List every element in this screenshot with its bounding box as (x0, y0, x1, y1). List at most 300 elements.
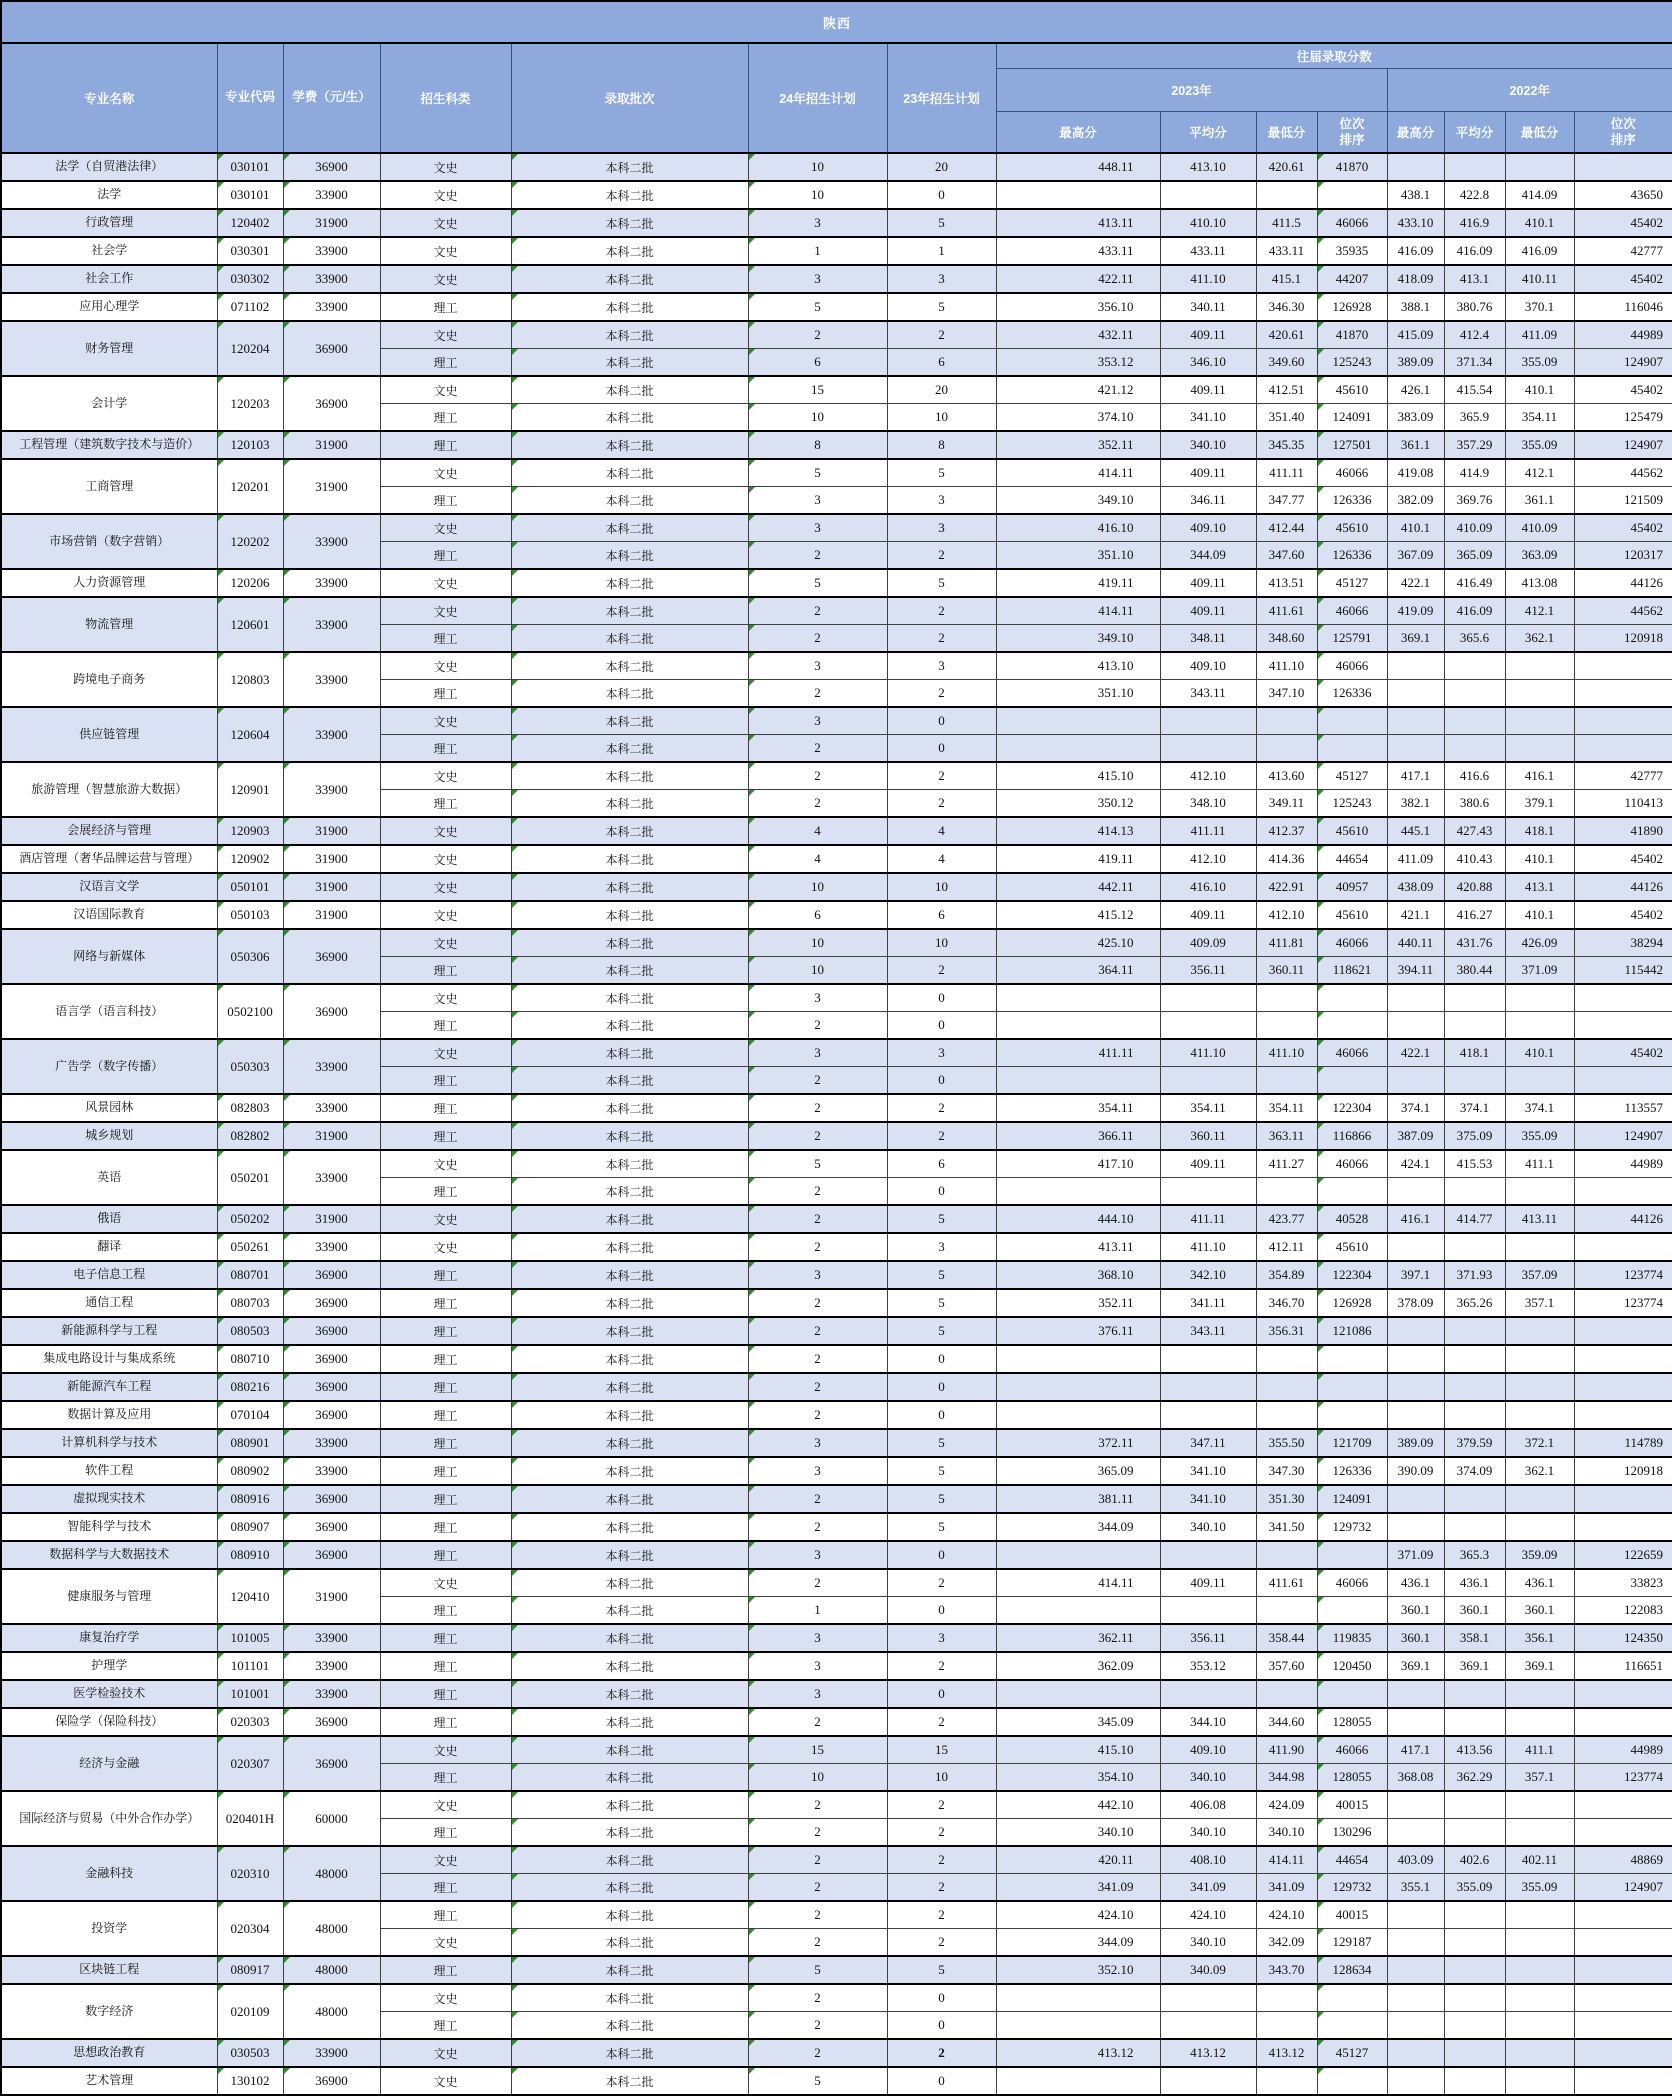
plan-2023-cell: 3 (887, 1039, 996, 1067)
score-2022-max-cell (1387, 1067, 1444, 1095)
subject-category-cell: 理工 (380, 487, 511, 515)
plan-2024-cell: 10 (748, 404, 887, 432)
major-code-cell: 080710 (217, 1345, 283, 1373)
subject-category-cell: 理工 (380, 790, 511, 818)
major-code-cell: 130102 (217, 2067, 283, 2095)
major-name-cell: 护理学 (1, 1652, 217, 1680)
score-2022-max-cell (1387, 1345, 1444, 1373)
admission-batch-cell: 本科二批 (511, 873, 748, 901)
plan-2024-cell: 2 (748, 1233, 887, 1261)
score-2023-max-cell (996, 181, 1160, 209)
score-2022-max-cell: 416.09 (1387, 237, 1444, 265)
score-2023-max-cell: 350.12 (996, 790, 1160, 818)
score-2023-max-cell: 351.10 (996, 680, 1160, 708)
score-2023-avg-cell: 340.10 (1160, 1764, 1256, 1792)
score-2022-max-cell: 369.1 (1387, 1652, 1444, 1680)
score-2022-max-cell: 422.1 (1387, 569, 1444, 597)
score-2022-avg-cell (1444, 1929, 1505, 1957)
table-row (1, 514, 1672, 542)
subject-category-cell: 文史 (380, 2067, 511, 2095)
score-2023-min-cell: 358.44 (1256, 1624, 1317, 1652)
score-2023-avg-cell: 408.10 (1160, 1846, 1256, 1874)
score-2022-max-cell (1387, 1680, 1444, 1708)
plan-2023-cell: 0 (887, 735, 996, 763)
subject-category-cell: 理工 (380, 625, 511, 653)
score-2022-avg-cell: 436.1 (1444, 1569, 1505, 1597)
score-2023-avg-cell: 412.10 (1160, 762, 1256, 790)
table-header (1, 1, 1672, 153)
score-2022-max-cell: 390.09 (1387, 1457, 1444, 1485)
tuition-fee-cell: 31900 (283, 845, 380, 873)
score-2023-rank-cell (1317, 1373, 1387, 1401)
score-2023-avg-cell (1160, 1067, 1256, 1095)
tuition-fee-cell: 36900 (283, 153, 380, 181)
table-row (1, 569, 1672, 597)
score-2023-rank-cell: 45610 (1317, 901, 1387, 929)
score-2023-avg-cell: 343.11 (1160, 1317, 1256, 1345)
score-2023-avg-cell: 340.10 (1160, 1819, 1256, 1847)
score-2022-avg-cell (1444, 2012, 1505, 2040)
admission-batch-cell: 本科二批 (511, 2039, 748, 2067)
score-2022-max-cell: 360.1 (1387, 1597, 1444, 1625)
admission-batch-cell: 本科二批 (511, 901, 748, 929)
score-2022-min-cell (1505, 1401, 1574, 1429)
major-code-cell: 120901 (217, 762, 283, 817)
major-code-cell: 020307 (217, 1736, 283, 1791)
score-2023-min-cell: 411.61 (1256, 597, 1317, 625)
major-code-cell: 080701 (217, 1261, 283, 1289)
score-2023-max-cell: 442.10 (996, 1791, 1160, 1819)
major-name-cell: 人力资源管理 (1, 569, 217, 597)
tuition-fee-cell: 36900 (283, 1401, 380, 1429)
table-row (1, 873, 1672, 901)
table-row (1, 1429, 1672, 1457)
score-2022-rank-cell (1574, 2012, 1672, 2040)
score-2023-max-cell (996, 735, 1160, 763)
major-code-cell: 030503 (217, 2039, 283, 2067)
major-code-cell: 080910 (217, 1541, 283, 1569)
major-name-cell: 金融科技 (1, 1846, 217, 1901)
score-2023-rank-cell: 40957 (1317, 873, 1387, 901)
score-2023-max-cell: 417.10 (996, 1150, 1160, 1178)
score-2022-avg-cell: 412.4 (1444, 321, 1505, 349)
score-2022-rank-cell (1574, 707, 1672, 735)
tuition-fee-cell: 36900 (283, 1289, 380, 1317)
plan-2023-cell: 5 (887, 1289, 996, 1317)
tuition-fee-cell: 33900 (283, 265, 380, 293)
table-body (1, 153, 1672, 2095)
score-2023-max-cell: 414.11 (996, 1569, 1160, 1597)
score-2023-avg-cell: 409.09 (1160, 929, 1256, 957)
score-2023-rank-cell: 41870 (1317, 153, 1387, 181)
score-2023-min-cell: 411.5 (1256, 209, 1317, 237)
score-2022-max-cell (1387, 1708, 1444, 1736)
subject-category-cell: 理工 (380, 1012, 511, 1040)
score-2023-rank-cell: 44207 (1317, 265, 1387, 293)
score-2022-max-cell (1387, 735, 1444, 763)
score-2023-rank-cell: 128634 (1317, 1956, 1387, 1984)
admission-batch-cell: 本科二批 (511, 1150, 748, 1178)
plan-2024-cell: 2 (748, 1819, 887, 1847)
score-2022-min-cell: 355.09 (1505, 349, 1574, 377)
score-2023-avg-cell: 411.11 (1160, 817, 1256, 845)
tuition-fee-cell: 36900 (283, 929, 380, 984)
score-2023-avg-cell (1160, 984, 1256, 1012)
score-2023-rank-cell: 126336 (1317, 680, 1387, 708)
score-2023-min-cell (1256, 1597, 1317, 1625)
plan-2023-cell: 2 (887, 1569, 996, 1597)
score-2023-min-cell: 363.11 (1256, 1122, 1317, 1150)
plan-2024-cell: 6 (748, 349, 887, 377)
table-row (1, 1984, 1672, 2012)
plan-2023-cell: 0 (887, 181, 996, 209)
col-header-code: 专业代码 (217, 43, 283, 153)
plan-2023-cell: 0 (887, 2067, 996, 2095)
admission-batch-cell: 本科二批 (511, 1094, 748, 1122)
score-2023-min-cell: 420.61 (1256, 153, 1317, 181)
plan-2023-cell: 5 (887, 459, 996, 487)
subject-category-cell: 理工 (380, 1764, 511, 1792)
plan-2024-cell: 6 (748, 901, 887, 929)
table-row (1, 1569, 1672, 1597)
score-2022-avg-cell: 416.09 (1444, 237, 1505, 265)
plan-2024-cell: 2 (748, 1317, 887, 1345)
score-2023-rank-cell: 45610 (1317, 514, 1387, 542)
score-2022-min-cell (1505, 1012, 1574, 1040)
col-header-plan23: 23年招生计划 (887, 43, 996, 153)
score-2022-avg-cell (1444, 1708, 1505, 1736)
table-row (1, 293, 1672, 321)
plan-2024-cell: 2 (748, 1373, 887, 1401)
score-2023-min-cell: 433.11 (1256, 237, 1317, 265)
plan-2024-cell: 5 (748, 459, 887, 487)
score-2022-min-cell (1505, 1373, 1574, 1401)
score-2023-min-cell: 411.10 (1256, 652, 1317, 680)
major-name-cell: 国际经济与贸易（中外合作办学） (1, 1791, 217, 1846)
score-2022-rank-cell (1574, 680, 1672, 708)
score-2023-max-cell: 345.09 (996, 1708, 1160, 1736)
admission-batch-cell: 本科二批 (511, 625, 748, 653)
major-name-cell: 智能科学与技术 (1, 1513, 217, 1541)
score-2022-avg-cell (1444, 1067, 1505, 1095)
score-2022-avg-cell: 380.6 (1444, 790, 1505, 818)
plan-2023-cell: 2 (887, 1708, 996, 1736)
score-2023-max-cell (996, 1178, 1160, 1206)
score-2022-min-cell: 379.1 (1505, 790, 1574, 818)
score-2022-rank-cell (1574, 735, 1672, 763)
admission-batch-cell: 本科二批 (511, 845, 748, 873)
score-2023-min-cell: 351.30 (1256, 1485, 1317, 1513)
score-2023-max-cell: 368.10 (996, 1261, 1160, 1289)
score-2023-max-cell: 413.12 (996, 2039, 1160, 2067)
score-2023-max-cell: 415.12 (996, 901, 1160, 929)
major-name-cell: 工程管理（建筑数字技术与造价） (1, 431, 217, 459)
score-2022-rank-cell: 122083 (1574, 1597, 1672, 1625)
major-name-cell: 软件工程 (1, 1457, 217, 1485)
admission-batch-cell: 本科二批 (511, 1541, 748, 1569)
score-2022-min-cell: 426.09 (1505, 929, 1574, 957)
score-2022-rank-cell: 45402 (1574, 1039, 1672, 1067)
admission-batch-cell: 本科二批 (511, 1874, 748, 1902)
major-name-cell: 社会学 (1, 237, 217, 265)
score-2022-min-cell: 370.1 (1505, 293, 1574, 321)
admission-batch-cell: 本科二批 (511, 181, 748, 209)
score-2022-avg-cell: 374.1 (1444, 1094, 1505, 1122)
score-2022-max-cell: 360.1 (1387, 1624, 1444, 1652)
score-2023-avg-cell (1160, 1984, 1256, 2012)
score-2022-max-cell (1387, 1901, 1444, 1929)
score-2023-max-cell: 381.11 (996, 1485, 1160, 1513)
score-2023-max-cell: 413.11 (996, 1233, 1160, 1261)
score-2022-avg-cell: 415.54 (1444, 376, 1505, 404)
score-2023-min-cell: 413.60 (1256, 762, 1317, 790)
score-2023-rank-cell: 35935 (1317, 237, 1387, 265)
score-2023-max-cell: 444.10 (996, 1205, 1160, 1233)
major-code-cell: 080703 (217, 1289, 283, 1317)
score-2023-max-cell: 372.11 (996, 1429, 1160, 1457)
score-2022-rank-cell: 33823 (1574, 1569, 1672, 1597)
score-2023-max-cell: 432.11 (996, 321, 1160, 349)
plan-2023-cell: 5 (887, 1261, 996, 1289)
plan-2024-cell: 2 (748, 1984, 887, 2012)
score-2022-rank-cell: 114789 (1574, 1429, 1672, 1457)
table-row (1, 1736, 1672, 1764)
admission-batch-cell: 本科二批 (511, 762, 748, 790)
score-2022-min-cell (1505, 1680, 1574, 1708)
major-code-cell: 120103 (217, 431, 283, 459)
score-2023-avg-cell: 341.10 (1160, 1457, 1256, 1485)
subject-category-cell: 文史 (380, 984, 511, 1012)
major-name-cell: 俄语 (1, 1205, 217, 1233)
plan-2023-cell: 2 (887, 790, 996, 818)
major-name-cell: 艺术管理 (1, 2067, 217, 2095)
subject-category-cell: 文史 (380, 707, 511, 735)
score-2023-min-cell: 343.70 (1256, 1956, 1317, 1984)
plan-2023-cell: 2 (887, 957, 996, 985)
score-2022-rank-cell: 44989 (1574, 1150, 1672, 1178)
score-2023-max-cell: 341.09 (996, 1874, 1160, 1902)
plan-2023-cell: 3 (887, 1233, 996, 1261)
major-code-cell: 082803 (217, 1094, 283, 1122)
score-2022-avg-cell: 402.6 (1444, 1846, 1505, 1874)
score-2023-min-cell: 360.11 (1256, 957, 1317, 985)
plan-2024-cell: 10 (748, 929, 887, 957)
score-2023-rank-cell (1317, 1541, 1387, 1569)
score-2022-min-cell: 357.09 (1505, 1261, 1574, 1289)
score-2022-avg-cell: 365.9 (1444, 404, 1505, 432)
subject-category-cell: 文史 (380, 1984, 511, 2012)
admission-batch-cell: 本科二批 (511, 542, 748, 570)
score-2022-min-cell (1505, 680, 1574, 708)
plan-2024-cell: 2 (748, 625, 887, 653)
score-2023-min-cell: 354.89 (1256, 1261, 1317, 1289)
table-row (1, 153, 1672, 181)
subject-category-cell: 文史 (380, 2039, 511, 2067)
subject-category-cell: 理工 (380, 1541, 511, 1569)
plan-2024-cell: 2 (748, 1901, 887, 1929)
major-code-cell: 050202 (217, 1205, 283, 1233)
score-2022-max-cell (1387, 2067, 1444, 2095)
plan-2024-cell: 2 (748, 1485, 887, 1513)
col-header-2023-rank: 位次排序 (1317, 112, 1387, 154)
score-2023-avg-cell: 410.10 (1160, 209, 1256, 237)
subject-category-cell: 理工 (380, 1597, 511, 1625)
score-2023-rank-cell: 120450 (1317, 1652, 1387, 1680)
subject-category-cell: 文史 (380, 1929, 511, 1957)
score-2022-max-cell: 378.09 (1387, 1289, 1444, 1317)
score-2022-avg-cell: 415.53 (1444, 1150, 1505, 1178)
score-2022-avg-cell: 416.49 (1444, 569, 1505, 597)
score-2023-avg-cell: 340.10 (1160, 1929, 1256, 1957)
subject-category-cell: 文史 (380, 817, 511, 845)
table-row (1, 2067, 1672, 2095)
table-row (1, 181, 1672, 209)
score-2023-min-cell (1256, 1984, 1317, 2012)
col-header-2023-min: 最低分 (1256, 112, 1317, 154)
score-2023-rank-cell (1317, 1984, 1387, 2012)
plan-2023-cell: 8 (887, 431, 996, 459)
plan-2023-cell: 6 (887, 349, 996, 377)
score-2023-max-cell (996, 1345, 1160, 1373)
score-2023-avg-cell: 356.11 (1160, 1624, 1256, 1652)
score-2023-avg-cell: 409.11 (1160, 1569, 1256, 1597)
score-2023-avg-cell: 411.10 (1160, 1039, 1256, 1067)
score-2022-avg-cell (1444, 1680, 1505, 1708)
score-2022-rank-cell (1574, 652, 1672, 680)
major-code-cell: 050303 (217, 1039, 283, 1094)
plan-2024-cell: 10 (748, 957, 887, 985)
score-2023-rank-cell: 116866 (1317, 1122, 1387, 1150)
major-code-cell: 030101 (217, 181, 283, 209)
score-2023-max-cell: 422.11 (996, 265, 1160, 293)
admission-batch-cell: 本科二批 (511, 1569, 748, 1597)
score-2023-min-cell: 344.60 (1256, 1708, 1317, 1736)
admission-batch-cell: 本科二批 (511, 487, 748, 515)
admission-batch-cell: 本科二批 (511, 597, 748, 625)
col-header-year-2022: 2022年 (1387, 69, 1672, 112)
admission-batch-cell: 本科二批 (511, 1178, 748, 1206)
score-2022-min-cell: 410.11 (1505, 265, 1574, 293)
admission-batch-cell: 本科二批 (511, 984, 748, 1012)
score-2022-avg-cell: 369.76 (1444, 487, 1505, 515)
plan-2024-cell: 2 (748, 1513, 887, 1541)
table-row (1, 1039, 1672, 1067)
score-2023-max-cell: 414.11 (996, 597, 1160, 625)
plan-2024-cell: 3 (748, 1624, 887, 1652)
score-2023-rank-cell: 125243 (1317, 349, 1387, 377)
score-2022-min-cell (1505, 1819, 1574, 1847)
tuition-fee-cell: 33900 (283, 1624, 380, 1652)
score-2023-rank-cell: 45127 (1317, 569, 1387, 597)
plan-2023-cell: 0 (887, 1597, 996, 1625)
major-code-cell: 120201 (217, 459, 283, 514)
admission-batch-cell: 本科二批 (511, 1680, 748, 1708)
table-row (1, 1624, 1672, 1652)
tuition-fee-cell: 36900 (283, 1736, 380, 1791)
score-2022-avg-cell (1444, 1984, 1505, 2012)
score-2022-max-cell: 445.1 (1387, 817, 1444, 845)
plan-2023-cell: 0 (887, 1345, 996, 1373)
score-2022-min-cell (1505, 1485, 1574, 1513)
major-code-cell: 101005 (217, 1624, 283, 1652)
plan-2024-cell: 3 (748, 514, 887, 542)
subject-category-cell: 文史 (380, 514, 511, 542)
score-2023-min-cell (1256, 181, 1317, 209)
score-2023-rank-cell: 129732 (1317, 1874, 1387, 1902)
score-2023-min-cell (1256, 735, 1317, 763)
score-2022-max-cell: 433.10 (1387, 209, 1444, 237)
score-2022-avg-cell: 365.3 (1444, 1541, 1505, 1569)
score-2022-avg-cell: 375.09 (1444, 1122, 1505, 1150)
score-2023-avg-cell (1160, 1178, 1256, 1206)
score-2022-rank-cell (1574, 1680, 1672, 1708)
major-code-cell: 101101 (217, 1652, 283, 1680)
major-code-cell: 020304 (217, 1901, 283, 1956)
score-2023-max-cell: 415.10 (996, 1736, 1160, 1764)
major-name-cell: 供应链管理 (1, 707, 217, 762)
tuition-fee-cell: 36900 (283, 321, 380, 376)
tuition-fee-cell: 33900 (283, 2039, 380, 2067)
score-2022-avg-cell (1444, 707, 1505, 735)
subject-category-cell: 理工 (380, 1513, 511, 1541)
score-2023-min-cell: 351.40 (1256, 404, 1317, 432)
major-name-cell: 保险学（保险科技） (1, 1708, 217, 1736)
col-header-2022-avg: 平均分 (1444, 112, 1505, 154)
score-2022-avg-cell (1444, 1317, 1505, 1345)
score-2023-avg-cell (1160, 1597, 1256, 1625)
subject-category-cell: 理工 (380, 1624, 511, 1652)
major-name-cell: 英语 (1, 1150, 217, 1205)
score-2023-min-cell: 411.61 (1256, 1569, 1317, 1597)
score-2022-max-cell (1387, 1373, 1444, 1401)
admission-batch-cell: 本科二批 (511, 1122, 748, 1150)
score-2022-rank-cell: 120317 (1574, 542, 1672, 570)
score-2023-avg-cell (1160, 1373, 1256, 1401)
score-2023-min-cell: 414.36 (1256, 845, 1317, 873)
score-2022-max-cell: 361.1 (1387, 431, 1444, 459)
score-2023-avg-cell (1160, 181, 1256, 209)
score-2023-avg-cell: 356.11 (1160, 957, 1256, 985)
major-name-cell: 翻译 (1, 1233, 217, 1261)
score-2022-min-cell: 410.1 (1505, 901, 1574, 929)
score-2023-min-cell (1256, 1067, 1317, 1095)
plan-2024-cell: 2 (748, 1846, 887, 1874)
score-2023-avg-cell (1160, 2067, 1256, 2095)
tuition-fee-cell: 31900 (283, 1205, 380, 1233)
subject-category-cell: 理工 (380, 1178, 511, 1206)
plan-2023-cell: 5 (887, 1457, 996, 1485)
admission-batch-cell: 本科二批 (511, 1764, 748, 1792)
score-2023-min-cell (1256, 2012, 1317, 2040)
tuition-fee-cell: 31900 (283, 1569, 380, 1624)
score-2022-avg-cell (1444, 1956, 1505, 1984)
score-2022-max-cell: 436.1 (1387, 1569, 1444, 1597)
major-name-cell: 市场营销（数字营销） (1, 514, 217, 569)
score-2023-max-cell (996, 1373, 1160, 1401)
plan-2024-cell: 2 (748, 1874, 887, 1902)
plan-2024-cell: 1 (748, 237, 887, 265)
score-2023-max-cell (996, 984, 1160, 1012)
major-code-cell: 082802 (217, 1122, 283, 1150)
table-row (1, 1289, 1672, 1317)
admission-batch-cell: 本科二批 (511, 957, 748, 985)
subject-category-cell: 理工 (380, 1956, 511, 1984)
score-2022-rank-cell: 42777 (1574, 762, 1672, 790)
score-2022-max-cell (1387, 984, 1444, 1012)
plan-2023-cell: 0 (887, 1067, 996, 1095)
score-2023-avg-cell: 413.12 (1160, 2039, 1256, 2067)
score-2023-max-cell: 354.11 (996, 1094, 1160, 1122)
